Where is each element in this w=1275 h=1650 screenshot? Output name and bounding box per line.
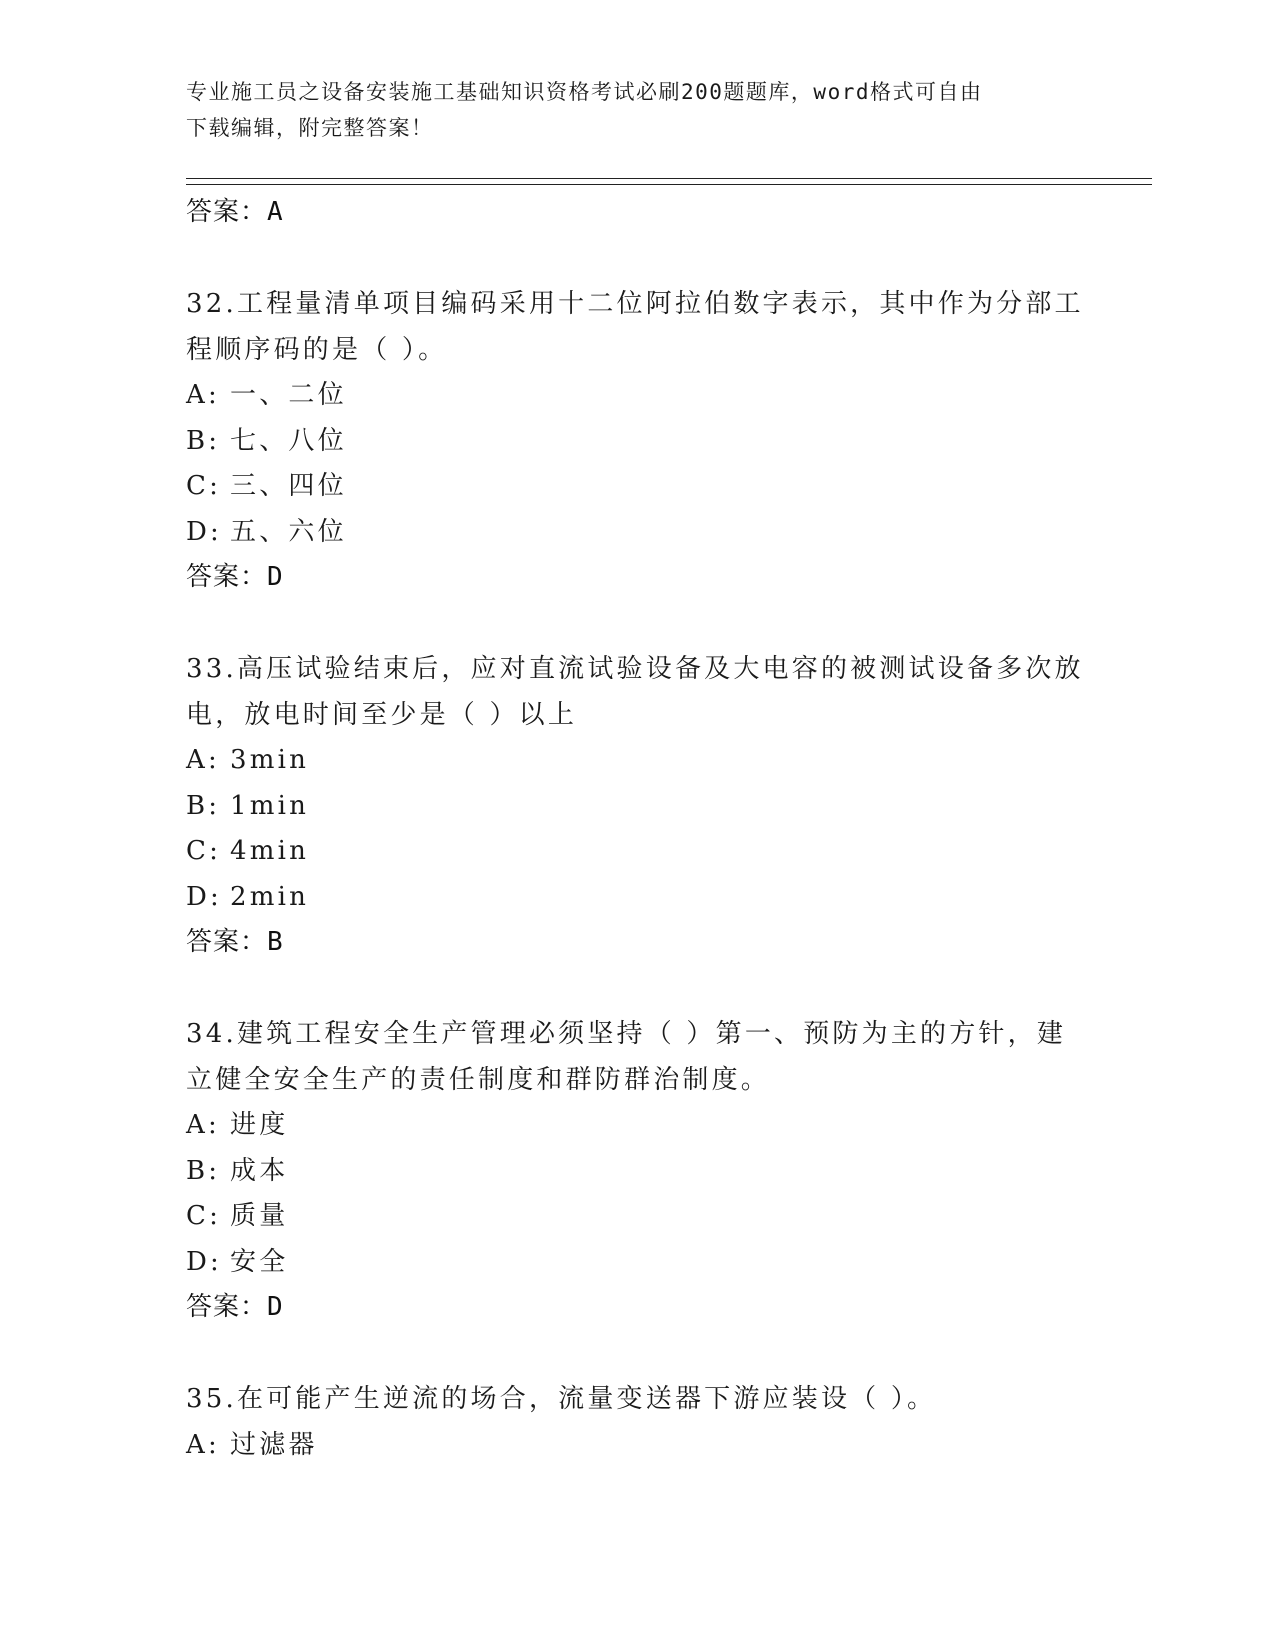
question-34	[186, 1012, 1086, 1103]
spacer	[186, 964, 1086, 1012]
question-text-line: 33.高压试验结束后，应对直流试验设备及大电容的被测试设备多次放	[186, 654, 1084, 684]
question-text-line: 32.工程量清单项目编码采用十二位阿拉伯数字表示，其中作为分部工	[186, 289, 1084, 319]
question-content	[186, 190, 1086, 1468]
option-text: 成本	[230, 1155, 289, 1186]
document-header	[186, 74, 1066, 146]
option-text: 过滤器	[230, 1429, 318, 1460]
header-divider-bottom	[186, 184, 1152, 185]
option-a	[186, 738, 1086, 784]
option-letter: A:	[186, 380, 220, 410]
option-c	[186, 1194, 1086, 1240]
option-text: 五、六位	[230, 516, 347, 547]
option-text: 一、二位	[230, 380, 347, 410]
option-letter: C:	[186, 836, 222, 866]
option-b	[186, 419, 1086, 465]
option-d	[186, 1240, 1086, 1286]
option-text: 2min	[230, 881, 310, 912]
question-32	[186, 282, 1086, 373]
option-letter: D:	[186, 881, 223, 912]
option-letter: C:	[186, 471, 222, 501]
option-d	[186, 510, 1086, 556]
option-text: 三、四位	[230, 471, 347, 501]
option-text: 质量	[230, 1201, 289, 1231]
option-text: 进度	[230, 1110, 289, 1140]
answer-34: 答案：D	[186, 1292, 284, 1322]
header-divider-top	[186, 178, 1152, 179]
question-text-line: 程顺序码的是（ ）。	[186, 334, 448, 365]
option-a	[186, 373, 1086, 419]
question-33	[186, 647, 1086, 738]
option-b	[186, 1149, 1086, 1195]
question-text-line: 34.建筑工程安全生产管理必须坚持（ ）第一、预防为主的方针，建	[186, 1019, 1067, 1049]
option-letter: C:	[186, 1201, 222, 1231]
option-a	[186, 1423, 1086, 1469]
spacer	[186, 1329, 1086, 1377]
option-text: 1min	[230, 790, 310, 821]
option-letter: B:	[186, 1155, 221, 1186]
option-text: 安全	[230, 1246, 289, 1277]
option-letter: A:	[186, 1429, 220, 1460]
option-letter: A:	[186, 745, 220, 775]
option-letter: B:	[186, 790, 221, 821]
question-text-line: 电，放电时间至少是（ ）以上	[186, 699, 578, 730]
answer-33: 答案：B	[186, 927, 284, 957]
option-letter: D:	[186, 516, 223, 547]
question-text-line: 35.在可能产生逆流的场合，流量变送器下游应装设（ ）。	[186, 1384, 937, 1414]
header-line-2: 下载编辑，附完整答案！	[186, 116, 434, 140]
option-c	[186, 829, 1086, 875]
option-text: 七、八位	[230, 425, 347, 456]
answer-32: 答案：D	[186, 562, 284, 592]
option-letter: D:	[186, 1246, 223, 1277]
option-b	[186, 784, 1086, 830]
spacer	[186, 599, 1086, 647]
header-line-1: 专业施工员之设备安装施工基础知识资格考试必刷200题题库，word格式可自由	[186, 80, 983, 104]
question-35	[186, 1377, 1086, 1423]
option-d	[186, 875, 1086, 921]
option-text: 4min	[230, 836, 310, 866]
option-c	[186, 464, 1086, 510]
option-letter: B:	[186, 425, 221, 456]
option-text: 3min	[230, 745, 310, 775]
previous-answer: 答案：A	[186, 197, 284, 227]
spacer	[186, 234, 1086, 282]
option-letter: A:	[186, 1110, 220, 1140]
question-text-line: 立健全安全生产的责任制度和群防群治制度。	[186, 1064, 771, 1095]
option-a	[186, 1103, 1086, 1149]
